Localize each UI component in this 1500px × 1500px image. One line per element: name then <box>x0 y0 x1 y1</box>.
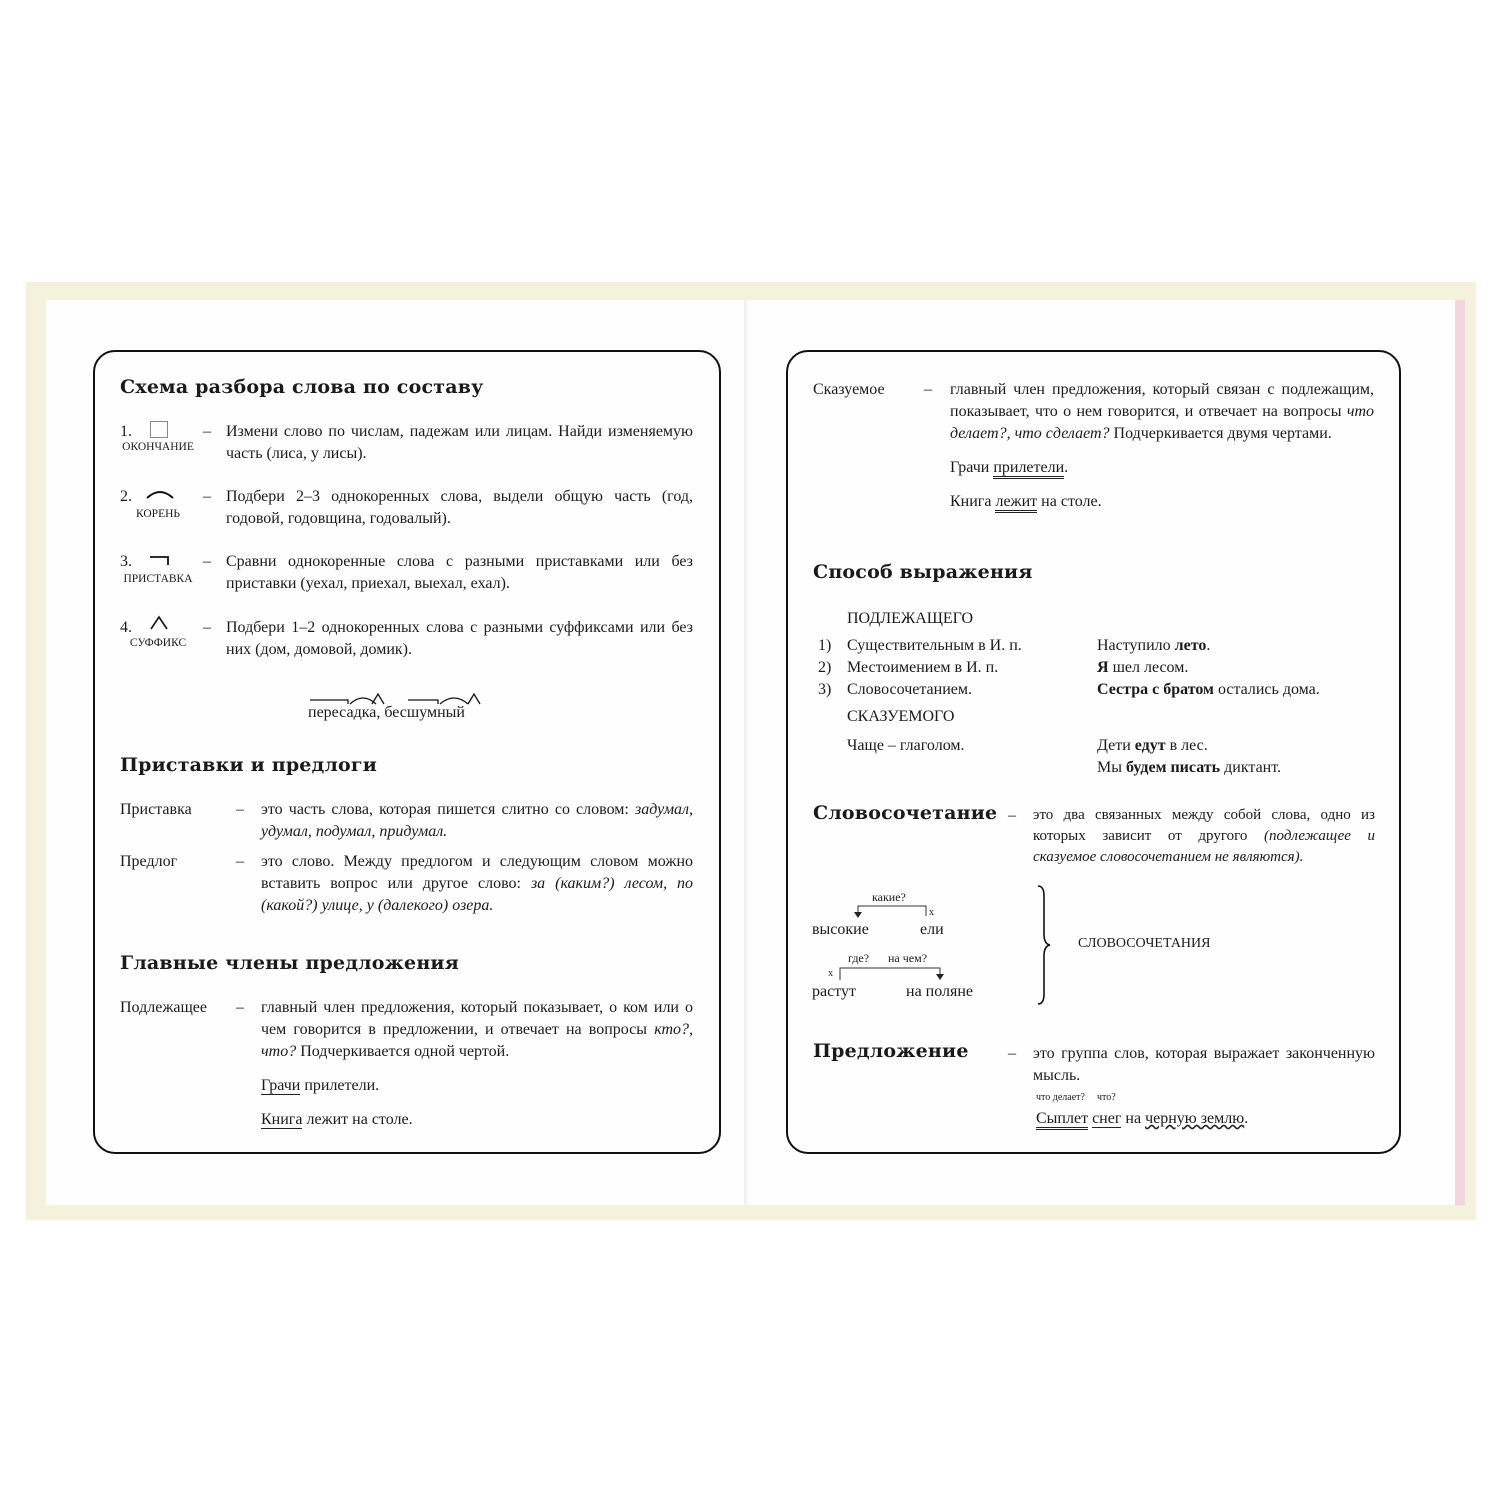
examples: за (каким?) лесом, по (какой?) улице, у (далекого) озера. <box>261 875 693 914</box>
item-text: Подбери 2–3 однокоренных слова, выдели общую часть (год, годовой, годовщина, годовалый). <box>226 488 693 527</box>
dash: – <box>924 381 932 398</box>
word: Книга <box>950 493 992 510</box>
ending-icon <box>150 421 168 438</box>
page-fold <box>744 300 748 1205</box>
prefix-term: Приставка <box>120 801 192 818</box>
subject-word: снег <box>1092 1110 1122 1127</box>
rest: . <box>1064 459 1069 476</box>
subject-example-2 <box>261 1109 693 1131</box>
dash: – <box>1008 807 1016 824</box>
dependency-arrow <box>852 904 932 920</box>
note: (подлежащее и сказуемое словосочетанием не являются). <box>1033 828 1376 865</box>
word: Грачи <box>950 459 990 476</box>
rest: на столе. <box>1041 493 1102 510</box>
definition-text: это два связанных между собой слова, одно из которых зависит от другого <box>1033 807 1375 844</box>
ex-post: диктант. <box>1220 759 1282 776</box>
phrases-label: СЛОВОСОЧЕТАНИЯ <box>1078 936 1211 951</box>
predicate-definition <box>950 379 1374 445</box>
main-word: растут <box>812 983 856 1000</box>
dash: – <box>203 423 211 440</box>
item-number: 4. <box>120 619 132 636</box>
question: на чем? <box>888 951 928 965</box>
morpheme-marks <box>308 692 508 706</box>
scheme-title: Схема разбора слова по составу <box>120 376 484 398</box>
period: . <box>1244 1110 1249 1127</box>
row-number: 1) <box>818 637 832 654</box>
ex-post: . <box>1206 637 1211 654</box>
root-arc-icon <box>144 488 176 500</box>
main-members-title: Главные члены предложения <box>120 952 459 974</box>
expression-title: Способ выражения <box>813 561 1033 583</box>
row-example <box>1097 679 1320 701</box>
word: на <box>1125 1110 1142 1127</box>
main-word-mark: х <box>828 968 833 979</box>
preposition-definition <box>261 851 693 917</box>
definition-text: главный член предложения, который показывает, о ком или о чем говорится в предложении, и отвечает на вопросы <box>261 999 693 1038</box>
sentence-example <box>1036 1108 1248 1130</box>
predicate-word: прилетели <box>993 459 1064 479</box>
predicate-example-1 <box>950 457 1374 479</box>
sentence-definition: это группа слов, которая выражает законченную мысль. <box>1033 1045 1375 1084</box>
definition-end: Подчеркивается одной чертой. <box>300 1043 510 1060</box>
subject-term: Подлежащее <box>120 999 207 1016</box>
dependency-arrow <box>836 966 948 982</box>
predicate-example-2 <box>950 491 1374 513</box>
item-number: 1. <box>120 423 132 440</box>
subject-header: ПОДЛЕЖАЩЕГО <box>847 610 974 627</box>
row-method: Существительным в И. п. <box>847 637 1022 654</box>
examples: задумал, удумал, подумал, придумал. <box>261 801 693 840</box>
predicate-method: Чаще – глаголом. <box>847 737 965 754</box>
subject-block <box>261 997 693 1131</box>
dash: – <box>236 801 244 818</box>
ex-bold: Я <box>1097 659 1109 676</box>
subject-example-1 <box>261 1075 693 1097</box>
item-label: КОРЕНЬ <box>135 508 181 520</box>
item-label: СУФФИКС <box>129 637 187 649</box>
main-word-mark: х <box>929 907 934 918</box>
definition-text: это слово. Между предлогом и следующим словом можно вставить вопрос или другое слово: <box>261 853 693 892</box>
dash: – <box>236 999 244 1016</box>
item-text: Подбери 1–2 однокоренных слова с разными суффиксами или без них (дом, домовой, домик). <box>226 619 693 658</box>
dash: – <box>203 619 211 636</box>
row-method: Словосочетанием. <box>847 681 972 698</box>
prefix-definition <box>261 799 693 843</box>
row-number: 2) <box>818 659 832 676</box>
item-number: 2. <box>120 488 132 505</box>
item-text: Измени слово по числам, падежам или лицам. Найди изменяемую часть (лиса, у лисы). <box>226 423 693 462</box>
ex-pre: Мы <box>1097 759 1126 776</box>
suffix-caret-icon <box>149 615 169 631</box>
questions: что делает?, что сделает? <box>950 403 1374 442</box>
subject-word: Грачи <box>261 1077 301 1094</box>
question: что? <box>1097 1092 1116 1103</box>
predicate-block <box>950 379 1374 513</box>
subject-definition <box>261 997 693 1063</box>
rest: прилетели. <box>304 1077 380 1094</box>
definition-end: Подчеркивается двумя чертами. <box>1113 425 1332 442</box>
predicate-example-a <box>1097 735 1208 757</box>
dependent-word: высокие <box>812 921 869 938</box>
questions: кто?, что? <box>261 1021 694 1060</box>
prefix-corner-icon <box>148 555 172 567</box>
preposition-term: Предлог <box>120 853 178 870</box>
rest: лежит на столе. <box>306 1111 413 1128</box>
predicate-term: Сказуемое <box>813 381 885 398</box>
ex-bold: Сестра с братом <box>1097 681 1214 698</box>
predicate-example-b <box>1097 757 1281 779</box>
phrase-term: Словосочетание <box>813 802 998 824</box>
row-number: 3) <box>818 681 832 698</box>
ex-bold: едут <box>1134 737 1166 754</box>
curly-brace <box>1036 884 1052 1006</box>
row-example <box>1097 635 1210 657</box>
phrase-definition <box>1033 805 1375 868</box>
morpheme-example: пересадка, бесшумный <box>308 704 465 721</box>
question: где? <box>848 951 870 965</box>
ex-post: шел лесом. <box>1108 659 1189 676</box>
ex-bold: лето <box>1174 637 1207 654</box>
dash: – <box>203 488 211 505</box>
item-label: ПРИСТАВКА <box>123 573 193 585</box>
main-word: ели <box>920 921 944 938</box>
dash: – <box>1008 1045 1016 1062</box>
definition-text: главный член предложения, который связан с подлежащим, показывает, что о нем говорится, и отвечает на вопросы <box>950 381 1374 420</box>
ex-pre: Наступило <box>1097 637 1175 654</box>
row-example <box>1097 657 1188 679</box>
sentence-term: Предложение <box>813 1040 969 1062</box>
ex-post: в лес. <box>1165 737 1208 754</box>
prefixes-title: Приставки и предлоги <box>120 754 378 776</box>
question: какие? <box>872 890 906 904</box>
dash: – <box>203 553 211 570</box>
predicate-word: Сыплет <box>1036 1110 1088 1130</box>
ex-pre: Дети <box>1097 737 1135 754</box>
dash: – <box>236 853 244 870</box>
definition-text: это часть слова, которая пишется слитно со словом: <box>261 801 629 818</box>
attribute-words: черную землю <box>1145 1110 1245 1127</box>
row-method: Местоимением в И. п. <box>847 659 999 676</box>
ex-bold: будем писать <box>1125 759 1221 776</box>
item-label: ОКОНЧАНИЕ <box>122 441 194 453</box>
item-text: Сравни однокоренные слова с разными приставками или без приставки (уехал, приехал, выехал, ехал). <box>226 553 693 592</box>
question: что делает? <box>1036 1092 1085 1103</box>
ex-post: остались дома. <box>1213 681 1320 698</box>
predicate-word: лежит <box>995 493 1037 513</box>
dependent-word: на поляне <box>906 983 974 1000</box>
subject-word: Книга <box>261 1111 303 1128</box>
predicate-header: СКАЗУЕМОГО <box>847 708 955 725</box>
item-number: 3. <box>120 553 132 570</box>
